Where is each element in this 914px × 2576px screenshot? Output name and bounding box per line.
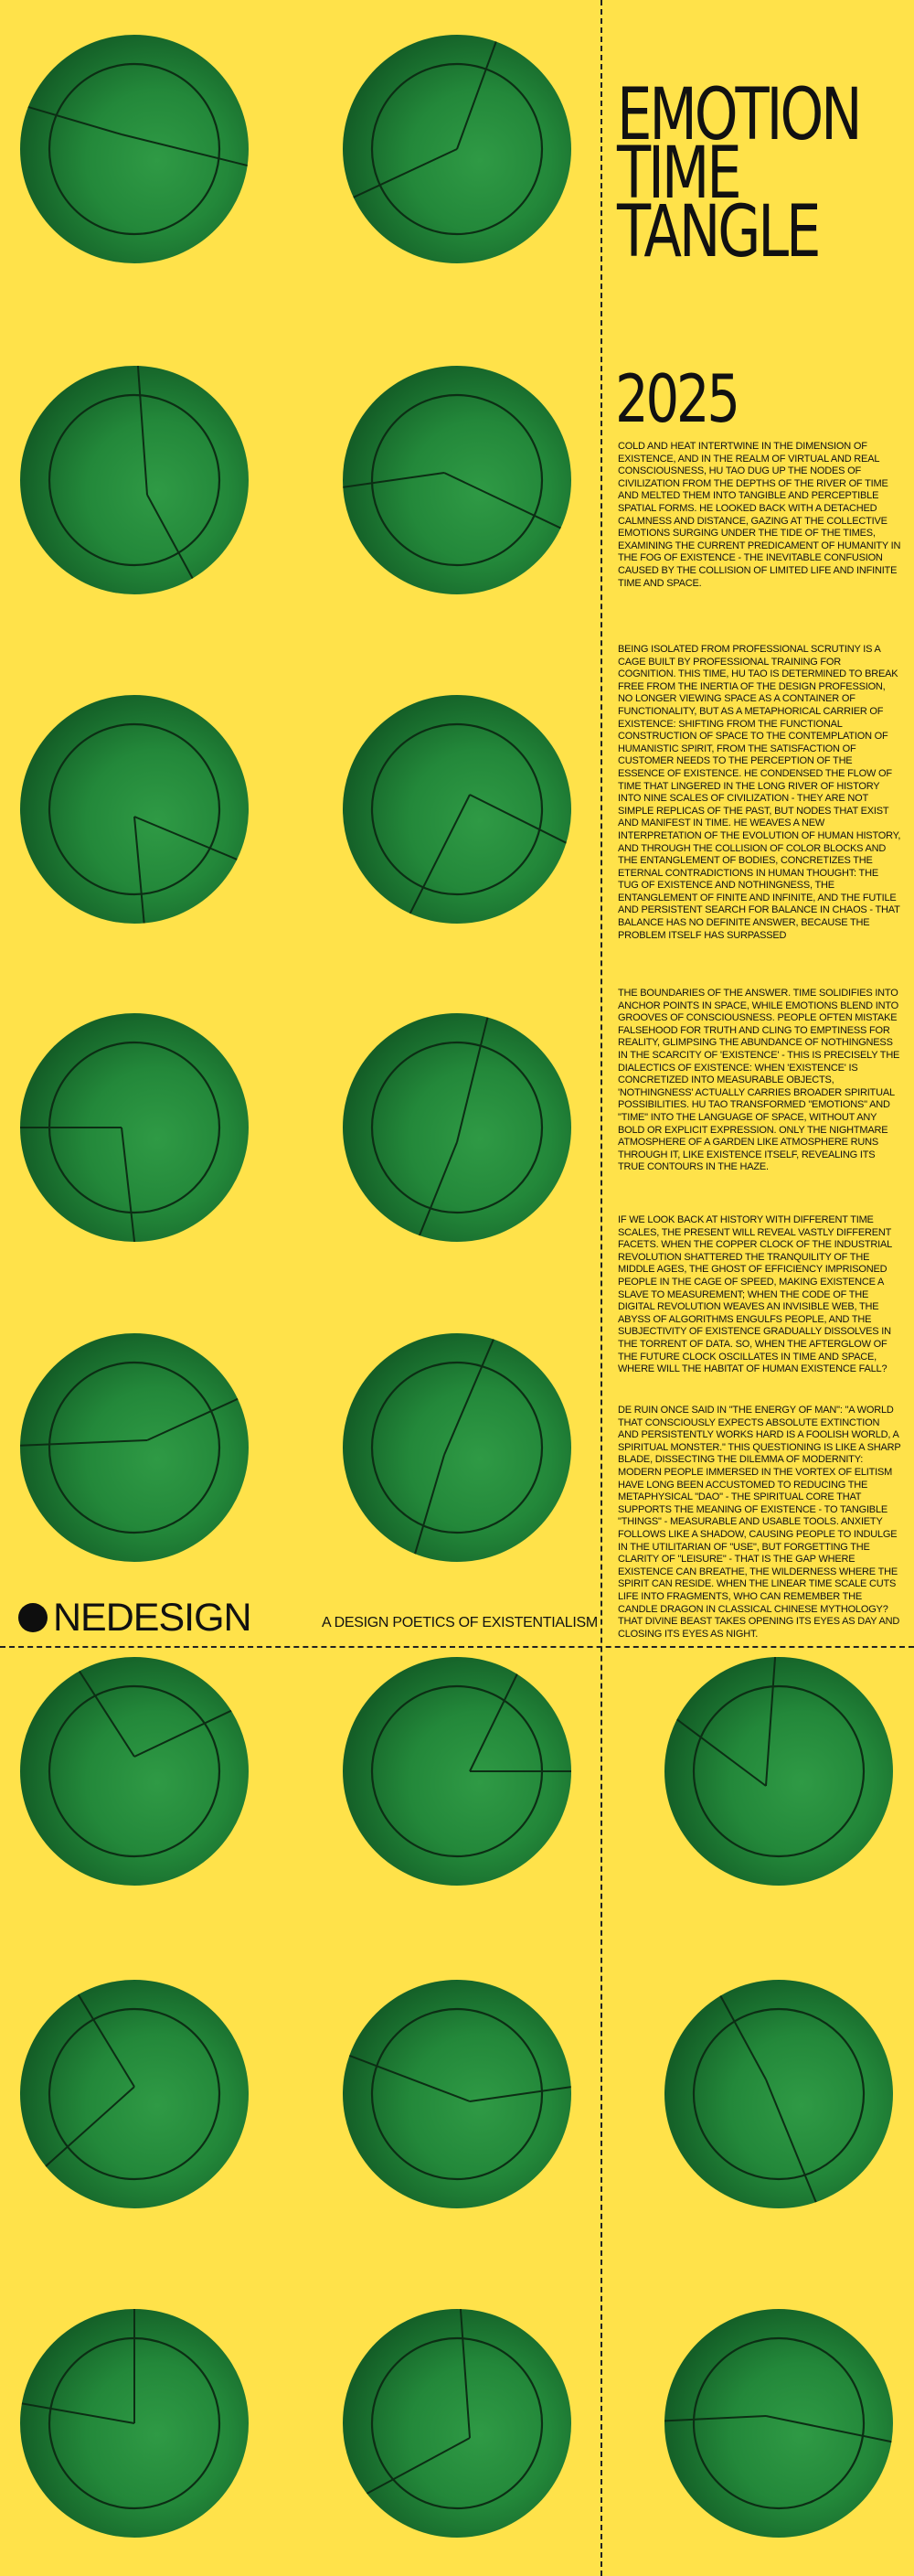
clock-orb bbox=[20, 1657, 249, 1886]
clock-face-icon bbox=[20, 366, 249, 594]
clock-orb bbox=[20, 2309, 249, 2538]
clock-face-icon bbox=[343, 1013, 571, 1242]
clock-hand-a bbox=[664, 2416, 766, 2423]
clock-hand-b bbox=[122, 134, 249, 177]
clock-hand-b bbox=[134, 817, 249, 879]
clock-hand-b bbox=[766, 2416, 893, 2452]
clock-hand-b bbox=[147, 495, 217, 594]
clock-orb bbox=[343, 366, 571, 594]
clock-orb bbox=[20, 1980, 249, 2208]
clock-hand-b bbox=[400, 1455, 444, 1562]
body-paragraph-3: THE BOUNDARIES OF THE ANSWER. TIME SOLIDIFIES INTO ANCHOR POINTS IN SPACE, WHILE EMOTIONS BLEND INTO GROOVES OF CONSCIOUSNESS. PEOPLE OFTEN MISTAKE FALSEHOOD FOR TRUTH AND CLING TO EMPTINESS FOR REALITY, GLIMPSING THE ABUNDANCE OF NOTHINGNESS IN THE SCARCITY OF 'EXISTENCE' - THIS IS PRECISELY THE DIALECTICS OF EXISTENCE: WHEN 'EXISTENCE' IS CONCRETIZED INTO MEASURABLE OBJECTS, 'NOTHINGNESS' ACTUALLY CARRIES BROADER SPIRITUAL POSSIBILITIES. HU TAO TRANSFORMED "EMOTIONS" AND "TIME" INTO THE LANGUAGE OF SPACE, WITHOUT ANY BOLD OR EXPLICIT EXPRESSION. ONLY THE NIGHTMARE ATMOSPHERE OF A GARDEN LIKE ATMOSPHERE RUNS THROUGH IT, LIKE EXISTENCE ITSELF, REVEALING ITS TRUE CONTOURS IN THE HAZE. bbox=[618, 988, 900, 1173]
clock-hand-a bbox=[147, 1378, 249, 1440]
clock-hand-a bbox=[52, 1980, 134, 2087]
clock-orb bbox=[343, 1980, 571, 2208]
horizontal-dashed-divider bbox=[0, 1646, 914, 1648]
clock-face-icon bbox=[20, 1333, 249, 1562]
clock-hand-b bbox=[20, 1440, 147, 1448]
clock-hand-b bbox=[343, 2438, 470, 2517]
poster-year: 2025 bbox=[615, 360, 738, 437]
clock-face-icon bbox=[343, 1980, 571, 2208]
clock-face-icon bbox=[343, 695, 571, 924]
clock-orb bbox=[343, 1333, 571, 1562]
clock-face-icon bbox=[664, 2309, 893, 2538]
clock-hand-b bbox=[388, 795, 470, 924]
body-paragraph-1: COLD AND HEAT INTERTWINE IN THE DIMENSION OF EXISTENCE, AND IN THE REALM OF VIRTUAL AND REAL CONSCIOUSNESS, HU TAO DUG UP THE NODES OF CIVILIZATION FROM THE DEPTHS OF THE RIVER OF TIME AND MELTED THEM INTO TANGIBLE AND PERCEPTIBLE SPATIAL FORMS. HE LOOKED BACK WITH A DETACHED CALMNESS AND DISTANCE, GAZING AT THE COLLECTIVE EMOTIONS SURGING UNDER THE TIDE OF THE TIMES, EXAMINING THE CURRENT PREDICAMENT OF HUMANITY IN THE FOG OF EXISTENCE - THE INEVITABLE CONFUSION CAUSED BY THE COLLISION OF LIMITED LIFE AND INFINITE TIME AND SPACE. bbox=[618, 441, 901, 589]
clock-ring bbox=[372, 2338, 542, 2508]
brand-logo bbox=[18, 1595, 251, 1640]
clock-hand-a bbox=[52, 1657, 134, 1757]
clock-ring bbox=[372, 724, 542, 894]
clock-hand-a bbox=[457, 2309, 470, 2438]
logo-dot-icon bbox=[18, 1603, 48, 1632]
clock-hand-b bbox=[134, 1689, 249, 1757]
poster-title: EMOTION TIME TANGLE bbox=[617, 74, 860, 273]
clock-hand-b bbox=[470, 2079, 571, 2101]
body-paragraph-4: IF WE LOOK BACK AT HISTORY WITH DIFFERENT TIME SCALES, THE PRESENT WILL REVEAL VASTLY DIFFERENT FACETS. WHEN THE COPPER CLOCK OF THE INDUSTRIAL REVOLUTION SHATTERED THE TRANQUILITY OF THE MIDDLE AGES, THE GHOST OF EFFICIENCY IMPRISONED PEOPLE IN THE CAGE OF SPEED, MAKING EXISTENCE A SLAVE TO MEASUREMENT; WHEN THE CODE OF THE DIGITAL REVOLUTION WEAVES AN INVISIBLE WEB, THE ABYSS OF ALGORITHMS ENGULFS PEOPLE, AND THE SUBJECTIVITY OF EXISTENCE GRADUALLY DISSOLVES IN THE TORRENT OF DATA. SO, WHEN THE AFTERGLOW OF THE FUTURE CLOCK OSCILLATES IN TIME AND SPACE, WHERE WILL THE HABITAT OF HUMAN EXISTENCE FALL? bbox=[618, 1214, 892, 1375]
clock-hand-b bbox=[20, 2395, 134, 2423]
clock-orb bbox=[20, 1333, 249, 1562]
clock-face-icon bbox=[20, 1013, 249, 1242]
clock-face-icon bbox=[20, 2309, 249, 2538]
clock-hand-a bbox=[766, 1657, 779, 1786]
clock-ring bbox=[372, 1363, 542, 1533]
clock-orb bbox=[343, 2309, 571, 2538]
clock-ring bbox=[372, 1042, 542, 1213]
tagline: A DESIGN POETICS OF EXISTENTIALISM bbox=[322, 1615, 598, 1630]
clock-face-icon bbox=[20, 1980, 249, 2208]
clock-hand-b bbox=[20, 2087, 134, 2200]
clock-face-icon bbox=[343, 1657, 571, 1886]
clock-orb bbox=[664, 1657, 893, 1886]
clock-face-icon bbox=[664, 1980, 893, 2208]
clock-face-icon bbox=[664, 1657, 893, 1886]
clock-hand-a bbox=[444, 1333, 514, 1455]
clock-hand-a bbox=[457, 1013, 500, 1142]
body-paragraph-5: DE RUIN ONCE SAID IN "THE ENERGY OF MAN": "A WORLD THAT CONSCIOUSLY EXPECTS ABSOLUTE EXTINCTION AND PERSISTENTLY WORKS HARD IS A FOOLISH WORLD, A SPIRITUAL MONSTER." THIS QUESTIONING IS LIKE A SHARP BLADE, DISSECTING THE DILEMMA OF MODERNITY: MODERN PEOPLE IMMERSED IN THE VORTEX OF ELITISM HAVE LONG BEEN ACCUSTOMED TO REDUCING THE METAPHYSICAL "DAO" - THE SPIRITUAL CORE THAT SUPPORTS THE MEANING OF EXISTENCE - TO TANGIBLE "THINGS" - MEASURABLE AND USABLE TOOLS. ANXIETY FOLLOWS LIKE A SHADOW, CAUSING PEOPLE TO INDULGE IN THE UTILITARIAN OF "USE", BUT FORGETTING THE CLARITY OF "LEISURE" - THAT IS THE GAP WHERE EXISTENCE CAN BREATHE, THE WILDERNESS WHERE THE SPIRIT CAN RESIDE. WHEN THE LINEAR TIME SCALE CUTS LIFE INTO FRAGMENTS, WHO CAN REMEMBER THE CANDLE DRAGON IN CLASSICAL CHINESE MYTHOLOGY? THAT DIVINE BEAST TAKES OPENING ITS EYES AS DAY AND CLOSING ITS EYES AS NIGHT. bbox=[618, 1405, 901, 1640]
clock-hand-b bbox=[444, 473, 571, 550]
clock-orb bbox=[664, 2309, 893, 2538]
clock-ring bbox=[49, 724, 219, 894]
clock-ring bbox=[49, 1363, 219, 1533]
clock-orb bbox=[20, 695, 249, 924]
clock-hand-a bbox=[20, 92, 122, 134]
clock-orb bbox=[343, 1657, 571, 1886]
clock-face-icon bbox=[343, 1333, 571, 1562]
clock-face-icon bbox=[20, 695, 249, 924]
clock-face-icon bbox=[343, 366, 571, 594]
clock-hand-a bbox=[134, 366, 147, 495]
clock-orb bbox=[343, 695, 571, 924]
clock-hand-a bbox=[343, 149, 457, 219]
clock-face-icon bbox=[343, 2309, 571, 2538]
clock-ring bbox=[49, 2009, 219, 2179]
clock-ring bbox=[49, 395, 219, 565]
clock-ring bbox=[694, 2009, 864, 2179]
clock-hand-b bbox=[457, 35, 514, 149]
clock-hand-a bbox=[343, 473, 444, 495]
clock-hand-b bbox=[664, 1689, 766, 1786]
clock-hand-b bbox=[400, 1142, 457, 1242]
clock-ring bbox=[49, 64, 219, 234]
clock-hand-a bbox=[470, 1657, 539, 1771]
clock-hand-a bbox=[134, 817, 149, 924]
vertical-dashed-divider bbox=[600, 0, 602, 2576]
logo-text: NEDESIGN bbox=[53, 1595, 251, 1640]
clock-orb bbox=[20, 35, 249, 263]
clock-hand-b bbox=[122, 1128, 140, 1242]
clock-face-icon bbox=[343, 35, 571, 263]
clock-face-icon bbox=[20, 35, 249, 263]
clock-hand-b bbox=[766, 2079, 835, 2208]
clock-hand-a bbox=[343, 2037, 470, 2101]
clock-hand-a bbox=[696, 1980, 766, 2079]
body-paragraph-2: BEING ISOLATED FROM PROFESSIONAL SCRUTINY IS A CAGE BUILT BY PROFESSIONAL TRAINING FOR COGNITION. THIS TIME, HU TAO IS DETERMINED TO BREAK FREE FROM THE INERTIA OF THE DESIGN PROFESSION, NO LONGER VIEWING SPACE AS A CONTAINER OF FUNCTIONALITY, BUT AS A METAPHORICAL CARRIER OF EXISTENCE: SHIFTING FROM THE FUNCTIONAL CONSTRUCTION OF SPACE TO THE CONTEMPLATION OF HUMANISTIC SPIRIT, FROM THE SATISFACTION OF CUSTOMER NEEDS TO THE PERCEPTION OF THE ESSENCE OF EXISTENCE. HE CONDENSED THE FLOW OF TIME THAT LINGERED IN THE LONG RIVER OF HISTORY INTO NINE SCALES OF CIVILIZATION - THEY ARE NOT SIMPLE REPLICAS OF THE PAST, BUT NODES THAT EXIST AND MANIFEST IN TIME. HE WEAVES A NEW INTERPRETATION OF THE EVOLUTION OF HUMAN HISTORY, AND THROUGH THE COLLISION OF COLOR BLOCKS AND THE ENTANGLEMENT OF BODIES, CONCRETIZES THE ETERNAL CONTRADICTIONS IN HUMAN THOUGHT: THE TUG OF EXISTENCE AND NOTHINGNESS, THE ENTANGLEMENT OF FINITE AND INFINITE, AND THE FUTILE AND PERSISTENT SEARCH FOR BALANCE IN CHAOS - THAT BALANCE HAS NO DEFINITE ANSWER, BECAUSE THE PROBLEM ITSELF HAS SURPASSED bbox=[618, 644, 901, 941]
clock-orb bbox=[664, 1980, 893, 2208]
clock-ring bbox=[49, 1686, 219, 1856]
clock-orb bbox=[343, 1013, 571, 1242]
clock-orb bbox=[20, 366, 249, 594]
clock-hand-a bbox=[470, 795, 571, 866]
clock-orb bbox=[343, 35, 571, 263]
clock-orb bbox=[20, 1013, 249, 1242]
clock-ring bbox=[694, 1686, 864, 1856]
clock-ring bbox=[694, 2338, 864, 2508]
clock-face-icon bbox=[20, 1657, 249, 1886]
